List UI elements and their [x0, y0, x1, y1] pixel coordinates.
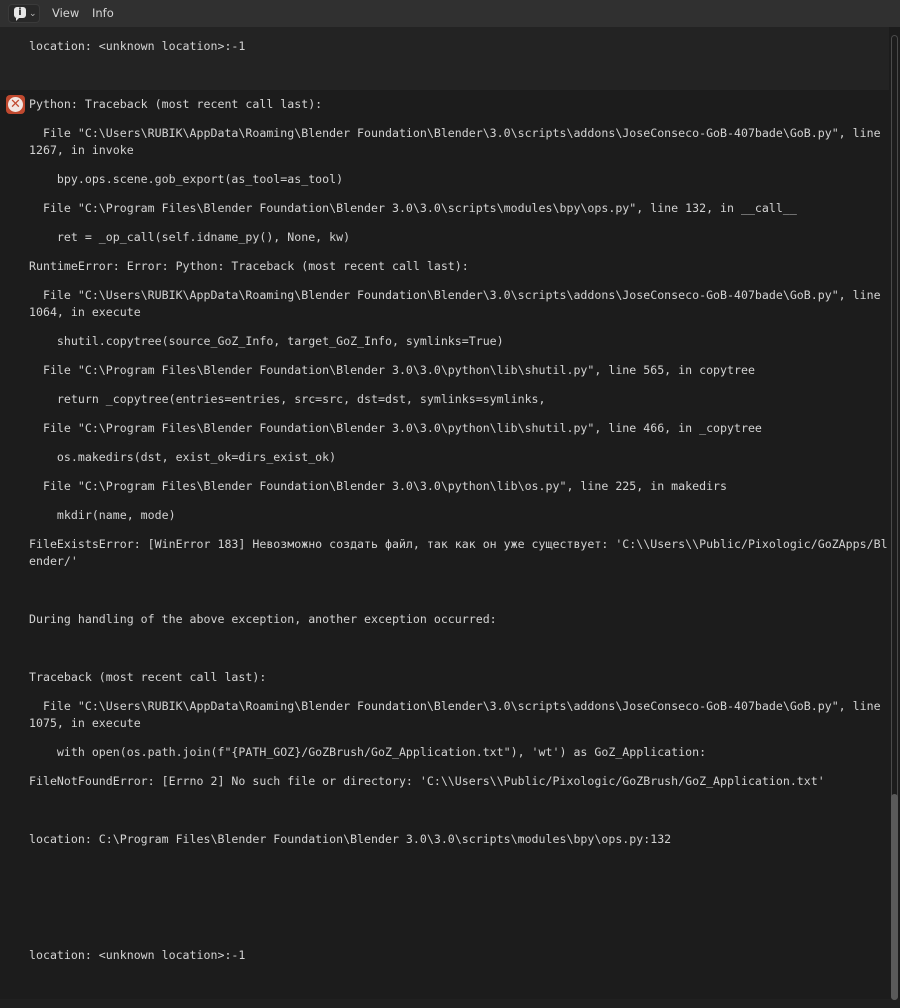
log-line: with open(os.path.join(f"{PATH_GOZ}/GoZBrush/GoZ_Application.txt"), 'wt') as GoZ_Application: [29, 745, 707, 759]
log-line: File "C:\Users\RUBIK\AppData\Roaming\Blender Foundation\Blender\3.0\scripts\addons\JoseConseco-GoB-407bade\GoB.py", line [29, 126, 881, 140]
region-bottom-edge [0, 999, 900, 1008]
log-line: os.makedirs(dst, exist_ok=dirs_exist_ok) [29, 450, 337, 464]
log-line: FileNotFoundError: [Errno 2] No such file or directory: 'C:\\Users\\Public/Pixologic/GoZBrush/GoZ_Application.txt' [29, 774, 825, 788]
log-line: 1075, in execute [29, 716, 141, 730]
log-line: File "C:\Program Files\Blender Foundation\Blender 3.0\3.0\python\lib\shutil.py", line 466, in _copytree [29, 421, 762, 435]
log-line: Traceback (most recent call last): [29, 670, 267, 684]
scrollbar-thumb[interactable] [891, 794, 898, 1000]
log-line: File "C:\Program Files\Blender Foundation\Blender 3.0\3.0\python\lib\os.py", line 225, in makedirs [29, 479, 728, 493]
chevron-down-icon: ⌄ [29, 9, 37, 19]
log-line: return _copytree(entries=entries, src=src, dst=dst, symlinks=symlinks, [29, 392, 546, 406]
log-line: location: C:\Program Files\Blender Foundation\Blender 3.0\3.0\scripts\modules\bpy\ops.py:132 [29, 832, 672, 846]
log-line: FileExistsError: [WinError 183] Невозможно создать файл, так как он уже существует: 'C:\\Users\\Public/Pixologic/GoZApps/Bl [29, 537, 888, 551]
log-line: File "C:\Users\RUBIK\AppData\Roaming\Blender Foundation\Blender\3.0\scripts\addons\JoseConseco-GoB-407bade\GoB.py", line [29, 699, 881, 713]
log-entry-info[interactable] [0, 27, 889, 90]
log-line: Python: Traceback (most recent call last): [29, 97, 323, 111]
log-line: 1267, in invoke [29, 143, 134, 157]
log-line: During handling of the above exception, another exception occurred: [29, 612, 497, 626]
editor-type-selector[interactable] [8, 4, 40, 23]
info-editor-header [0, 0, 900, 27]
log-line: ender/' [29, 554, 78, 568]
log-line: File "C:\Program Files\Blender Foundation\Blender 3.0\3.0\python\lib\shutil.py", line 565, in copytree [29, 363, 755, 377]
log-line: ret = _op_call(self.idname_py(), None, kw) [29, 230, 351, 244]
log-line: shutil.copytree(source_GoZ_Info, target_GoZ_Info, symlinks=True) [29, 334, 504, 348]
log-line: location: <unknown location>:-1 [29, 39, 246, 53]
log-line: location: <unknown location>:-1 [29, 948, 246, 962]
error-icon: ✕ [6, 95, 25, 114]
log-line: bpy.ops.scene.gob_export(as_tool=as_tool) [29, 172, 344, 186]
menu-view[interactable]: View [52, 6, 80, 20]
log-line: File "C:\Program Files\Blender Foundation\Blender 3.0\3.0\scripts\modules\bpy\ops.py", line 132, in __call__ [29, 201, 797, 215]
menu-info[interactable]: Info [92, 6, 114, 20]
log-line: 1064, in execute [29, 305, 141, 319]
info-icon: i [14, 7, 26, 18]
log-line: File "C:\Users\RUBIK\AppData\Roaming\Blender Foundation\Blender\3.0\scripts\addons\JoseConseco-GoB-407bade\GoB.py", line [29, 288, 881, 302]
log-line: mkdir(name, mode) [29, 508, 176, 522]
log-line: RuntimeError: Error: Python: Traceback (most recent call last): [29, 259, 469, 273]
